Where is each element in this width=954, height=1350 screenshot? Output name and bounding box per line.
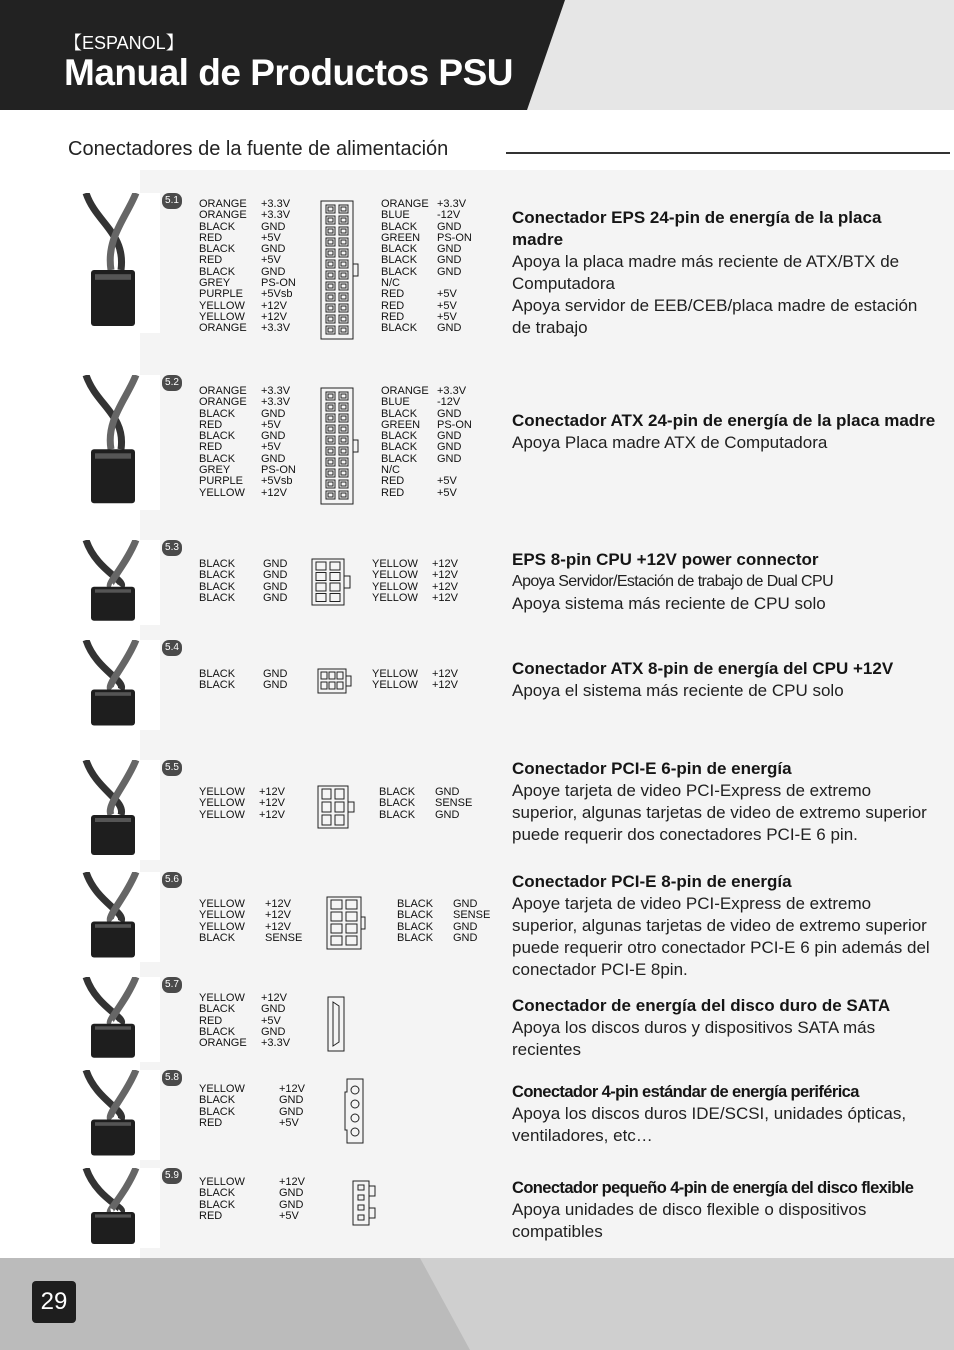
cable-photo (66, 977, 160, 1062)
wire-color: YELLOW (199, 299, 245, 312)
pin-row (381, 397, 472, 408)
signal-name: SENSE (265, 931, 303, 944)
pin-row (199, 323, 296, 334)
pin-row (199, 1211, 305, 1222)
wire-color: BLACK (397, 898, 434, 910)
wire-color: BLACK (199, 931, 236, 944)
wire-color: BLACK (381, 243, 418, 256)
wire-color: YELLOW (199, 1083, 245, 1095)
pinout-right (397, 899, 490, 944)
wire-color: YELLOW (372, 580, 418, 593)
signal-name: +12V (259, 786, 285, 798)
signal-name: +5V (437, 310, 457, 323)
wire-color: BLACK (199, 243, 236, 256)
signal-name: +3.3V (261, 209, 291, 222)
wire-color: ORANGE (199, 396, 247, 409)
signal-name: +3.3V (261, 385, 291, 397)
pin-row (199, 397, 296, 408)
signal-name: +3.3V (261, 198, 291, 210)
connector-description (512, 1177, 937, 1243)
signal-name: GND (261, 265, 286, 278)
wire-color: BLACK (199, 265, 236, 278)
signal-name: GND (279, 1105, 304, 1118)
signal-name: +5V (261, 254, 281, 267)
signal-name: +12V (265, 898, 291, 910)
wire-color: BLACK (199, 591, 236, 604)
signal-name: GND (437, 441, 462, 454)
signal-name: +3.3V (437, 385, 467, 397)
signal-name: GND (279, 1198, 304, 1211)
pin-row (381, 210, 472, 221)
pin-row (199, 593, 287, 604)
cable-photo (66, 872, 160, 962)
signal-name: +12V (432, 679, 458, 692)
signal-name: +3.3V (261, 322, 291, 335)
pinout-left (199, 993, 290, 1049)
wire-color: YELLOW (199, 797, 245, 810)
pin-row (199, 476, 296, 487)
wire-color: PURPLE (199, 288, 244, 301)
pin-row (199, 933, 302, 944)
wire-color: BLACK (397, 920, 434, 933)
connector-heading: Conectador de energía del disco duro de SATA (512, 996, 891, 1015)
wire-color: RED (199, 231, 223, 244)
pinout-right (381, 199, 472, 335)
connector-description-line: Apoya los discos duros y dispositivos SATA más recientes (512, 1018, 876, 1059)
wire-color: RED (199, 1116, 223, 1129)
signal-name: PS-ON (437, 418, 472, 431)
pinout-left (199, 669, 287, 692)
signal-name: GND (261, 243, 286, 256)
connector-description (512, 549, 937, 615)
signal-name: -12V (437, 209, 461, 222)
pin-row (199, 1004, 290, 1015)
wire-color: RED (381, 310, 405, 323)
signal-name: +12V (261, 992, 287, 1004)
pinout-left (199, 559, 287, 604)
pin-row (381, 323, 472, 334)
signal-name: -12V (437, 396, 461, 409)
language-label: 【ESPANOL】 (64, 33, 184, 53)
signal-name: +5V (279, 1209, 299, 1222)
pin-row (199, 210, 296, 221)
wire-color: BLACK (199, 569, 236, 582)
pin-row (199, 289, 296, 300)
pinout-left (199, 787, 285, 821)
wire-color: BLACK (199, 452, 236, 465)
signal-name: GND (437, 243, 462, 256)
connector-heading: Conectador EPS 24-pin de energía de la placa madre (512, 208, 882, 249)
wire-color: RED (381, 299, 405, 312)
wire-color: RED (381, 475, 405, 488)
connector-heading: Conectador ATX 8-pin de energía del CPU +12V (512, 659, 894, 678)
wire-color: BLACK (199, 1025, 236, 1038)
pinout-right (372, 669, 458, 692)
signal-name: +5V (437, 486, 457, 499)
pin-row (381, 289, 472, 300)
wire-color: YELLOW (199, 909, 245, 922)
connector-pin-diagram (352, 1180, 378, 1231)
cable-photo (66, 1168, 160, 1248)
pin-row (199, 1188, 305, 1199)
signal-name: GND (437, 220, 462, 233)
section-title: Conectadores de la fuente de alimentación (68, 138, 449, 160)
signal-name: SENSE (435, 797, 473, 810)
wire-color: BLACK (199, 679, 236, 692)
pin-row (199, 1038, 290, 1049)
wire-color: BLACK (381, 265, 418, 278)
connector-heading: Conectador ATX 24-pin de energía de la placa madre (512, 411, 936, 430)
wire-color: RED (199, 254, 223, 267)
figure-number-badge: 5.8 (162, 1070, 182, 1086)
signal-name: +5V (261, 441, 281, 454)
signal-name: GND (437, 254, 462, 267)
connector-pin-diagram (317, 668, 353, 699)
wire-color: YELLOW (372, 591, 418, 604)
wire-color: RED (381, 486, 405, 499)
signal-name: +12V (432, 591, 458, 604)
wire-color: BLACK (381, 452, 418, 465)
pin-row (381, 488, 472, 499)
pin-row (397, 910, 490, 921)
wire-color: BLACK (199, 1094, 236, 1107)
pinout-left (199, 1177, 305, 1222)
signal-name: +12V (259, 797, 285, 810)
connector-description-line: Apoya Servidor/Estación de trabajo de Dual CPU (512, 573, 834, 590)
wire-color: BLACK (379, 808, 416, 821)
wire-color: BLACK (397, 909, 434, 922)
wire-color: BLACK (379, 786, 416, 798)
signal-name: +5V (437, 475, 457, 488)
wire-color: RED (199, 1209, 223, 1222)
connector-heading: EPS 8-pin CPU +12V power connector (512, 550, 819, 569)
wire-color: YELLOW (199, 992, 245, 1004)
wire-color: ORANGE (199, 209, 247, 222)
signal-name: GND (263, 668, 288, 680)
wire-color: YELLOW (372, 569, 418, 582)
wire-color: RED (199, 418, 223, 431)
wire-color: BLACK (381, 254, 418, 267)
wire-color: BLUE (381, 396, 410, 409)
signal-name: +12V (261, 486, 287, 499)
pin-row (199, 1095, 305, 1106)
wire-color: YELLOW (372, 679, 418, 692)
connector-pin-diagram (320, 200, 360, 345)
signal-name: +12V (265, 909, 291, 922)
wire-color: BLACK (199, 1198, 236, 1211)
signal-name: +12V (261, 310, 287, 323)
wire-color: N/C (381, 464, 400, 477)
signal-name: GND (263, 591, 288, 604)
signal-name: +12V (259, 808, 285, 821)
signal-name: +5Vsb (261, 288, 293, 301)
connector-description (512, 410, 937, 454)
connector-description-line: Apoya unidades de disco flexible o dispositivos compatibles (512, 1200, 867, 1241)
cable-photo (66, 640, 160, 730)
signal-name: GND (437, 452, 462, 465)
wire-color: GREY (199, 277, 231, 290)
wire-color: GREY (199, 464, 231, 477)
signal-name: GND (261, 220, 286, 233)
signal-name: +5V (437, 299, 457, 312)
wire-color: BLACK (199, 430, 236, 443)
cable-photo (66, 193, 160, 333)
connector-pin-diagram (320, 387, 360, 510)
wire-color: BLACK (199, 668, 236, 680)
signal-name: GND (279, 1094, 304, 1107)
pinout-left (199, 1084, 305, 1129)
wire-color: GREEN (381, 418, 421, 431)
wire-color: YELLOW (199, 920, 245, 933)
signal-name: PS-ON (437, 231, 472, 244)
wire-color: BLACK (199, 580, 236, 593)
pin-row (199, 810, 285, 821)
pin-row (199, 910, 302, 921)
connector-description-line: Apoya la placa madre más reciente de ATX/BTX de Computadora (512, 252, 900, 293)
cable-photo (66, 760, 160, 860)
figure-number-badge: 5.4 (162, 640, 182, 656)
connector-description-line: Apoya servidor de EEB/CEB/placa madre de estación de trabajo (512, 296, 918, 337)
signal-name: GND (263, 580, 288, 593)
signal-name: GND (261, 430, 286, 443)
wire-color: PURPLE (199, 475, 244, 488)
signal-name: GND (263, 569, 288, 582)
signal-name: +5V (279, 1116, 299, 1129)
connector-description (512, 207, 937, 339)
section-divider (506, 152, 950, 154)
wire-color: GREEN (381, 231, 421, 244)
connector-pin-diagram (317, 785, 357, 834)
connector-pin-diagram (344, 1078, 366, 1149)
signal-name: GND (261, 452, 286, 465)
wire-color: YELLOW (199, 786, 245, 798)
signal-name: +12V (432, 668, 458, 680)
wire-color: ORANGE (199, 322, 247, 335)
signal-name: +5V (261, 231, 281, 244)
connector-heading: Conectador 4-pin estándar de energía periférica (512, 1083, 859, 1101)
cable-photo (66, 540, 160, 625)
wire-color: RED (199, 441, 223, 454)
signal-name: +5V (261, 418, 281, 431)
wire-color: YELLOW (199, 486, 245, 499)
wire-color: BLACK (381, 441, 418, 454)
wire-color: BLACK (381, 430, 418, 443)
connector-description (512, 658, 937, 702)
wire-color: BLACK (381, 220, 418, 233)
figure-number-badge: 5.1 (162, 193, 182, 209)
wire-color: ORANGE (199, 198, 247, 210)
pinout-right (381, 386, 472, 499)
pin-row (379, 798, 472, 809)
wire-color: RED (199, 1014, 223, 1027)
signal-name: GND (279, 1187, 304, 1200)
signal-name: +12V (279, 1176, 305, 1188)
wire-color: BLACK (199, 1105, 236, 1118)
wire-color: BLACK (379, 797, 416, 810)
signal-name: GND (263, 679, 288, 692)
connector-heading: Conectador pequeño 4-pin de energía del disco flexible (512, 1179, 914, 1197)
pinout-left (199, 899, 302, 944)
wire-color: YELLOW (199, 808, 245, 821)
signal-name: +3.3V (261, 1037, 291, 1050)
pin-row (199, 798, 285, 809)
wire-color: BLACK (199, 407, 236, 420)
cable-photo (66, 1070, 160, 1160)
signal-name: +12V (432, 558, 458, 570)
pinout-left (199, 199, 296, 335)
figure-number-badge: 5.9 (162, 1168, 182, 1184)
signal-name: PS-ON (261, 464, 296, 477)
signal-name: +12V (279, 1083, 305, 1095)
connector-heading: Conectador PCI-E 6-pin de energía (512, 759, 792, 778)
figure-number-badge: 5.3 (162, 540, 182, 556)
connector-pin-diagram (311, 558, 353, 611)
pinout-right (372, 559, 458, 604)
signal-name: SENSE (453, 909, 491, 922)
pin-row (379, 810, 472, 821)
signal-name: GND (261, 1003, 286, 1016)
pin-row (199, 488, 296, 499)
wire-color: BLUE (381, 209, 410, 222)
wire-color: YELLOW (372, 558, 418, 570)
wire-color: ORANGE (199, 1037, 247, 1050)
wire-color: BLACK (397, 931, 434, 944)
page-title: Manual de Productos PSU (64, 52, 514, 93)
connector-description-line: Apoye tarjeta de video PCI-Express de extremo superior, algunas tarjetas de video de extremo superior puede requerir dos conectadores PCI-E 6 pin. (512, 781, 927, 844)
connector-pin-diagram (326, 896, 366, 955)
connector-description (512, 1081, 937, 1147)
wire-color: BLACK (199, 220, 236, 233)
pin-row (199, 680, 287, 691)
signal-name: GND (453, 898, 478, 910)
wire-color: YELLOW (199, 310, 245, 323)
signal-name: +5Vsb (261, 475, 293, 488)
signal-name: GND (261, 407, 286, 420)
figure-number-badge: 5.6 (162, 872, 182, 888)
connector-description-line: Apoya sistema más reciente de CPU solo (512, 594, 826, 613)
wire-color: YELLOW (199, 1176, 245, 1188)
pin-row (372, 570, 458, 581)
signal-name: +12V (265, 920, 291, 933)
signal-name: +12V (261, 299, 287, 312)
pin-row (199, 1118, 305, 1129)
signal-name: +5V (437, 288, 457, 301)
connector-pin-diagram (327, 996, 347, 1057)
signal-name: +3.3V (437, 198, 467, 210)
wire-color: ORANGE (199, 385, 247, 397)
signal-name: GND (437, 430, 462, 443)
wire-color: BLACK (381, 322, 418, 335)
signal-name: GND (453, 920, 478, 933)
signal-name: GND (435, 808, 460, 821)
signal-name: GND (437, 407, 462, 420)
signal-name: PS-ON (261, 277, 296, 290)
figure-number-badge: 5.2 (162, 375, 182, 391)
pin-row (381, 476, 472, 487)
connector-description-line: Apoya el sistema más reciente de CPU solo (512, 681, 844, 700)
signal-name: GND (263, 558, 288, 570)
wire-color: ORANGE (381, 385, 429, 397)
figure-number-badge: 5.7 (162, 977, 182, 993)
connector-description-line: Apoya Placa madre ATX de Computadora (512, 433, 828, 452)
wire-color: BLACK (199, 1003, 236, 1016)
connector-description (512, 871, 937, 981)
wire-color: BLACK (199, 558, 236, 570)
page-number: 29 (32, 1281, 76, 1323)
signal-name: GND (261, 1025, 286, 1038)
signal-name: +12V (432, 580, 458, 593)
signal-name: GND (437, 265, 462, 278)
cable-photo (66, 375, 160, 510)
pin-row (397, 933, 490, 944)
pinout-left (199, 386, 296, 499)
pinout-right (379, 787, 472, 821)
pin-row (372, 680, 458, 691)
pin-row (372, 593, 458, 604)
wire-color: YELLOW (372, 668, 418, 680)
figure-number-badge: 5.5 (162, 760, 182, 776)
connector-description-line: Apoye tarjeta de video PCI-Express de extremo superior, algunas tarjetas de video de extremo superior puede requerir otro conectador PCI-E 6 pin además del conectador PCI-E 8pin. (512, 894, 930, 979)
wire-color: RED (381, 288, 405, 301)
pin-row (199, 570, 287, 581)
signal-name: GND (453, 931, 478, 944)
signal-name: +5V (261, 1014, 281, 1027)
connector-description-line: Apoya los discos duros IDE/SCSI, unidades ópticas, ventiladores, etc… (512, 1104, 907, 1145)
signal-name: GND (437, 322, 462, 335)
wire-color: YELLOW (199, 898, 245, 910)
wire-color: N/C (381, 277, 400, 290)
signal-name: GND (435, 786, 460, 798)
signal-name: +3.3V (261, 396, 291, 409)
connector-description (512, 995, 937, 1061)
wire-color: BLACK (199, 1187, 236, 1200)
wire-color: ORANGE (381, 198, 429, 210)
connector-heading: Conectador PCI-E 8-pin de energía (512, 872, 792, 891)
signal-name: +12V (432, 569, 458, 582)
wire-color: BLACK (381, 407, 418, 420)
connector-description (512, 758, 937, 846)
